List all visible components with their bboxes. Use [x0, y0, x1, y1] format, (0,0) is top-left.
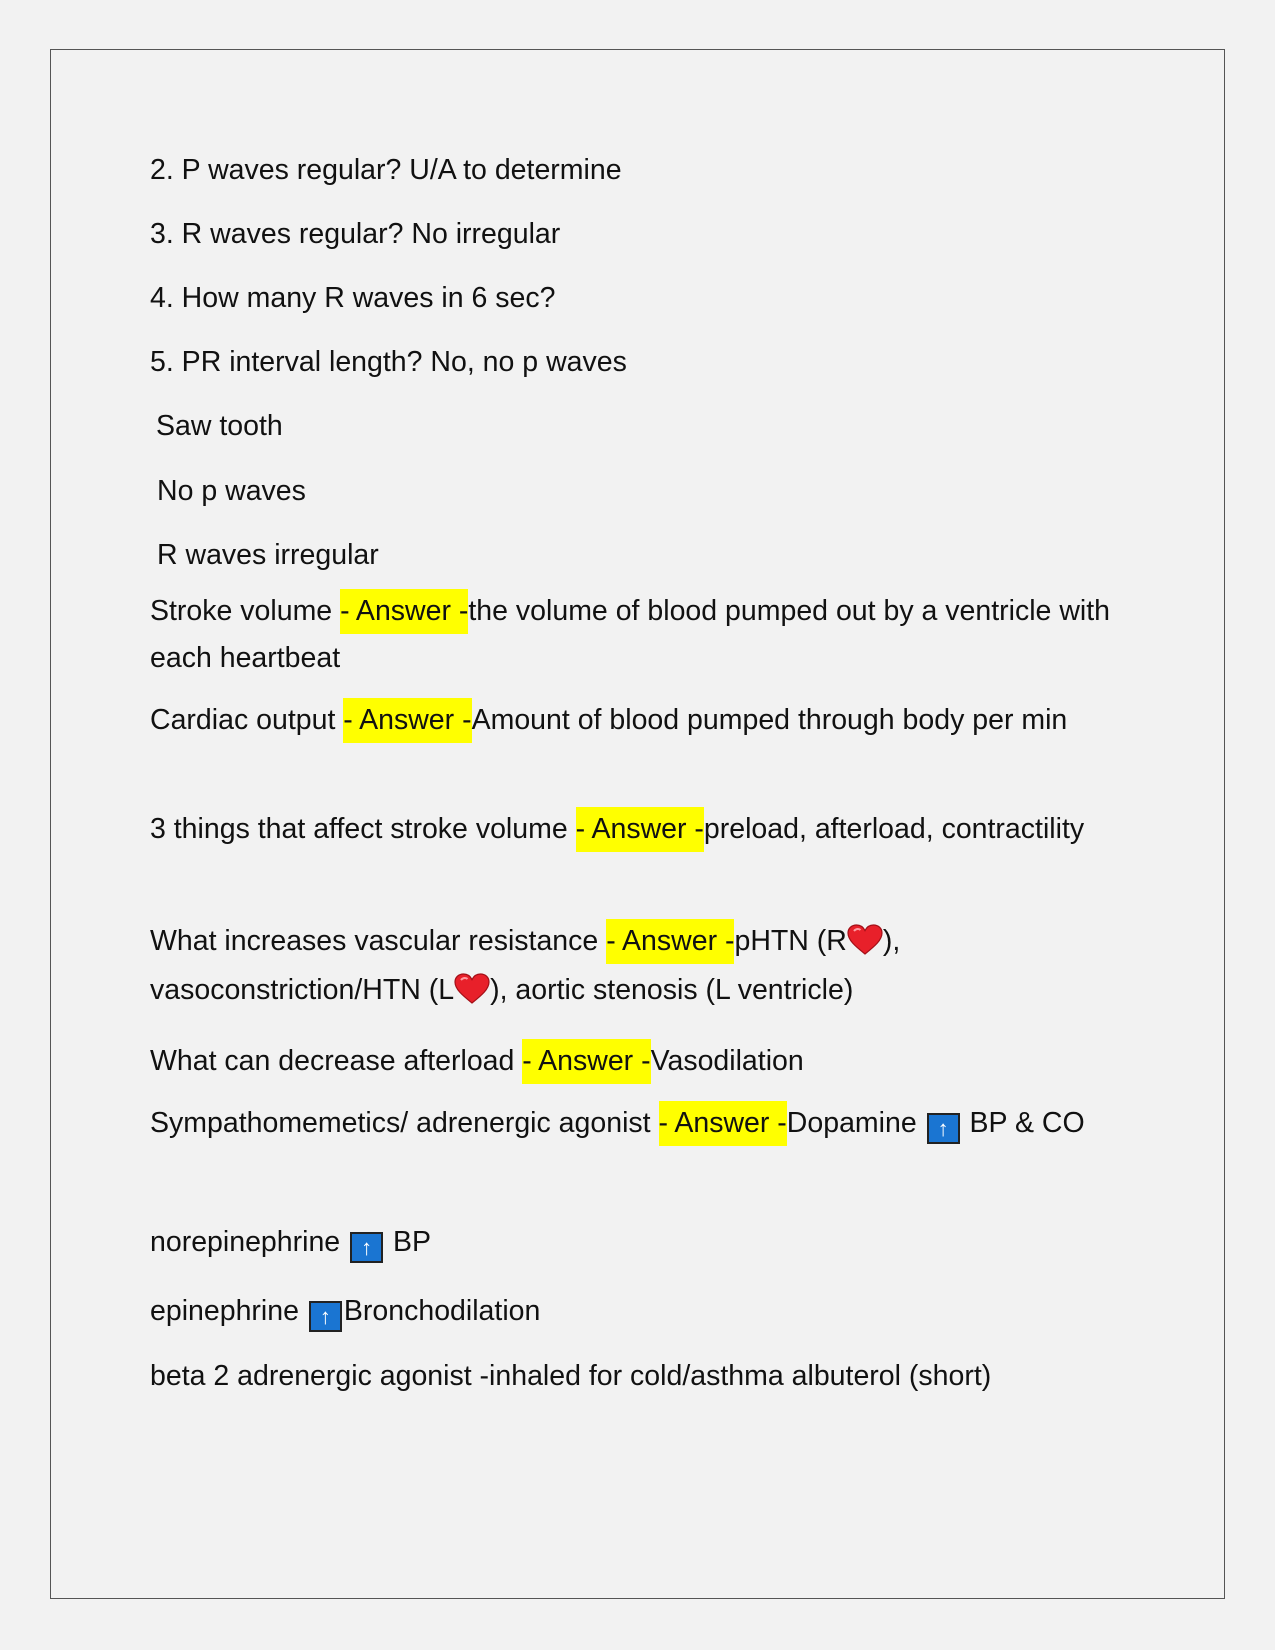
qa-answer-part: pHTN (R — [734, 925, 847, 957]
drug-effect: Bronchodilation — [343, 1295, 541, 1327]
answer-highlight: - Answer - — [522, 1039, 650, 1084]
drug-effect: BP — [385, 1226, 432, 1258]
answer-highlight: - Answer - — [340, 589, 468, 634]
heart-icon — [454, 973, 490, 1005]
up-arrow-icon: ↑ — [309, 1301, 342, 1332]
qa-answer-part: ), aortic stenosis (L ventricle) — [490, 974, 854, 1006]
qa-term: Stroke volume — [150, 595, 341, 627]
list-item-pr-interval: 5. PR interval length? No, no p waves — [150, 346, 627, 378]
qa-stroke-volume — [150, 588, 1125, 682]
up-arrow-icon: ↑ — [350, 1232, 383, 1263]
qa-term: Sympathomemetics/ adrenergic agonist — [150, 1107, 659, 1139]
list-item-r-waves: 3. R waves regular? No irregular — [150, 218, 561, 250]
answer-highlight: - Answer - — [576, 807, 704, 852]
qa-term: 3 things that affect stroke volume — [150, 813, 576, 845]
qa-answer-part: BP & CO — [961, 1107, 1085, 1139]
qa-three-things — [150, 806, 1125, 853]
qa-answer: preload, afterload, contractility — [703, 813, 1085, 845]
drug-name: epinephrine — [150, 1295, 307, 1327]
qa-vascular-resistance — [150, 917, 1125, 1015]
drug-name: norepinephrine — [150, 1226, 349, 1258]
qa-answer-part: Dopamine — [786, 1107, 925, 1139]
answer-highlight: - Answer - — [606, 919, 734, 964]
note-no-p-waves: No p waves — [157, 475, 306, 507]
qa-term: What increases vascular resistance — [150, 925, 607, 957]
up-arrow-icon: ↑ — [927, 1113, 960, 1144]
drug-norepinephrine — [150, 1222, 431, 1263]
list-item-p-waves: 2. P waves regular? U/A to determine — [150, 154, 622, 186]
list-item-r-count: 4. How many R waves in 6 sec? — [150, 282, 556, 314]
qa-answer: Amount of blood pumped through body per min — [471, 704, 1068, 736]
qa-term: What can decrease afterload — [150, 1045, 523, 1077]
qa-sympathomimetics — [150, 1100, 1125, 1147]
note-saw-tooth: Saw tooth — [156, 410, 283, 442]
heart-icon — [847, 924, 883, 956]
note-r-irregular: R waves irregular — [157, 539, 379, 571]
qa-cardiac-output — [150, 697, 1125, 744]
answer-highlight: - Answer - — [659, 1101, 787, 1146]
qa-term: Cardiac output — [150, 704, 344, 736]
answer-highlight: - Answer - — [343, 698, 471, 743]
qa-afterload — [150, 1041, 804, 1081]
qa-answer: Vasodilation — [650, 1045, 804, 1077]
drug-beta2-agonist: beta 2 adrenergic agonist -inhaled for cold/asthma albuterol (short) — [150, 1360, 992, 1392]
qa-answer-part: ), vasoconstriction/HTN (L — [150, 925, 901, 1006]
drug-epinephrine — [150, 1291, 540, 1332]
qa-answer: the volume of blood pumped out by a ventricle with each heartbeat — [150, 595, 1111, 674]
